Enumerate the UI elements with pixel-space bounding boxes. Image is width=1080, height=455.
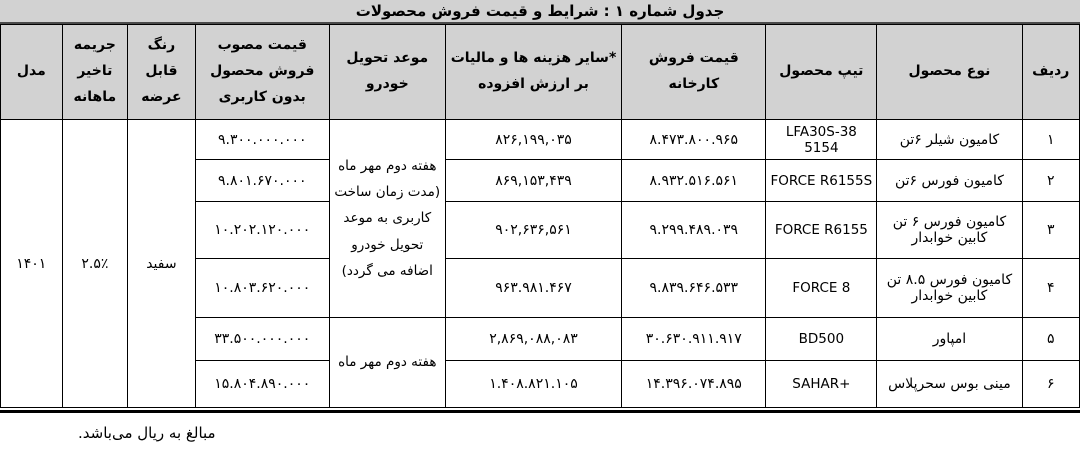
row-num-cell: ۴ xyxy=(1022,259,1079,318)
col-header-penalty: جریمه تاخیر ماهانه xyxy=(62,25,128,120)
col-header-factory-price: قیمت فروش کارخانه xyxy=(622,25,766,120)
row-num-cell: ۵ xyxy=(1022,318,1079,361)
table-bottom-rule xyxy=(0,410,1080,413)
product-tip-cell: SAHAR+ xyxy=(766,361,877,408)
product-type-cell: کامیون فورس ۶تن xyxy=(877,160,1022,202)
product-tip-cell: LFA30S-38 5154 xyxy=(766,120,877,160)
product-type-cell: امپاور xyxy=(877,318,1022,361)
product-type-cell: مینی بوس سحرپلاس xyxy=(877,361,1022,408)
col-header-product-tip: تیپ محصول xyxy=(766,25,877,120)
row-num-cell: ۱ xyxy=(1022,120,1079,160)
factory-price-cell: ۹.۲۹۹.۴۸۹.۰۳۹ xyxy=(622,202,766,259)
table-row xyxy=(1,120,1080,160)
product-tip-cell: FORCE R6155S xyxy=(766,160,877,202)
header-row xyxy=(1,25,1080,120)
approved-price-cell: ۹.۸۰۱.۶۷۰.۰۰۰ xyxy=(195,160,329,202)
currency-footnote: مبالغ به ریال می‌باشد. xyxy=(78,424,216,442)
other-costs-cell: ۹۰۲,۶۳۶,۵۶۱ xyxy=(445,202,621,259)
model-cell: ۱۴۰۱ xyxy=(1,120,63,408)
row-num-cell: ۲ xyxy=(1022,160,1079,202)
product-tip-cell: FORCE R6155 xyxy=(766,202,877,259)
col-header-model: مدل xyxy=(1,25,63,120)
product-type-cell: کامیون شیلر ۶تن xyxy=(877,120,1022,160)
factory-price-cell: ۸.۴۷۳.۸۰۰.۹۶۵ xyxy=(622,120,766,160)
other-costs-cell: ۸۶۹,۱۵۳,۴۳۹ xyxy=(445,160,621,202)
other-costs-cell: ۹۶۳.۹۸۱.۴۶۷ xyxy=(445,259,621,318)
col-header-delivery: موعد تحویل خودرو xyxy=(329,25,445,120)
factory-price-cell: ۱۴.۳۹۶.۰۷۴.۸۹۵ xyxy=(622,361,766,408)
factory-price-cell: ۹.۸۳۹.۶۴۶.۵۳۳ xyxy=(622,259,766,318)
delivery-cell-rows-5-6: هفته دوم مهر ماه xyxy=(329,318,445,408)
product-type-cell: کامیون فورس ۸.۵ تن کابین خوابدار xyxy=(877,259,1022,318)
factory-price-cell: ۳۰.۶۳۰.۹۱۱.۹۱۷ xyxy=(622,318,766,361)
row-num-cell: ۶ xyxy=(1022,361,1079,408)
delivery-cell-rows-1-4: هفته دوم مهر ماه (مدت زمان ساخت کاربری به موعد تحویل خودرو اضافه می گردد) xyxy=(329,120,445,318)
approved-price-cell: ۱۰.۸۰۳.۶۲۰.۰۰۰ xyxy=(195,259,329,318)
other-costs-cell: ۲,۸۶۹,۰۸۸,۰۸۳ xyxy=(445,318,621,361)
product-tip-cell: BD500 xyxy=(766,318,877,361)
approved-price-cell: ۹.۳۰۰.۰۰۰.۰۰۰ xyxy=(195,120,329,160)
row-num-cell: ۳ xyxy=(1022,202,1079,259)
factory-price-cell: ۸.۹۳۲.۵۱۶.۵۶۱ xyxy=(622,160,766,202)
approved-price-cell: ۳۳.۵۰۰.۰۰۰.۰۰۰ xyxy=(195,318,329,361)
col-header-other-costs: *سایر هزینه ها و مالیات بر ارزش افزوده xyxy=(445,25,621,120)
other-costs-cell: ۱.۴۰۸.۸۲۱.۱۰۵ xyxy=(445,361,621,408)
product-tip-cell: FORCE 8 xyxy=(766,259,877,318)
penalty-cell: ۲.۵٪ xyxy=(62,120,128,408)
approved-price-cell: ۱۵.۸۰۴.۸۹۰.۰۰۰ xyxy=(195,361,329,408)
other-costs-cell: ۸۲۶,۱۹۹,۰۳۵ xyxy=(445,120,621,160)
products-price-table xyxy=(0,24,1080,408)
table-title: جدول شماره ۱ : شرایط و قیمت فروش محصولات xyxy=(0,0,1080,24)
approved-price-cell: ۱۰.۲۰۲.۱۲۰.۰۰۰ xyxy=(195,202,329,259)
product-type-cell: کامیون فورس ۶ تن کابین خوابدار xyxy=(877,202,1022,259)
color-cell: سفید xyxy=(128,120,196,408)
col-header-product-type: نوع محصول xyxy=(877,25,1022,120)
col-header-radif: ردیف xyxy=(1022,25,1079,120)
col-header-approved-price: قیمت مصوب فروش محصول بدون کاربری xyxy=(195,25,329,120)
col-header-color: رنگ قابل عرضه xyxy=(128,25,196,120)
